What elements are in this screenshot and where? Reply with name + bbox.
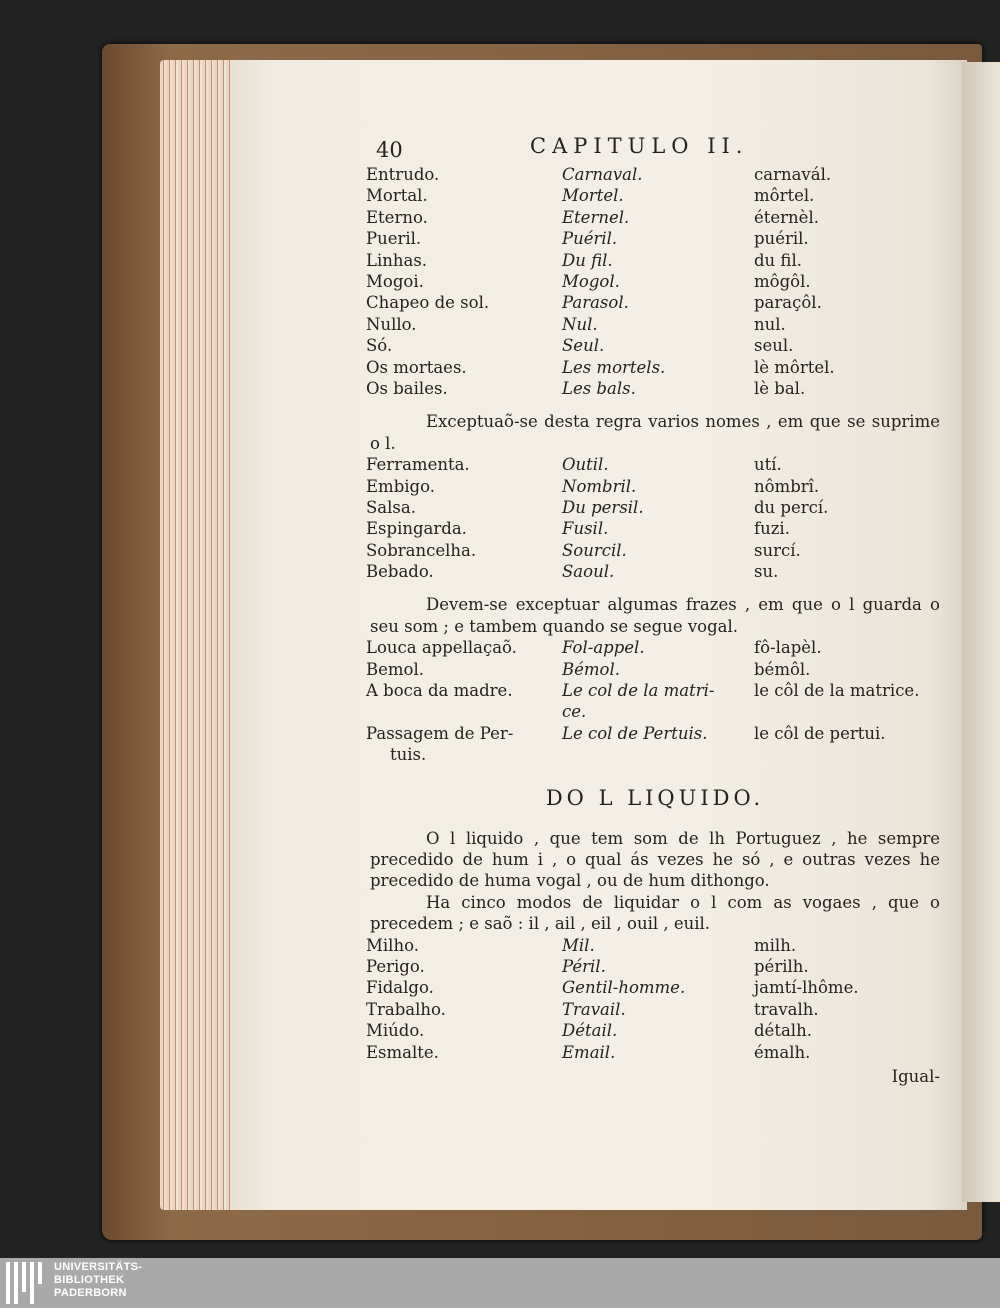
french-word: Bémol. (562, 659, 620, 679)
french-word: Nombril. (562, 476, 637, 496)
vocab-row (366, 999, 940, 1020)
portuguese-word: Sobrancelha. (366, 540, 477, 560)
portuguese-word: Fidalgo. (366, 978, 434, 998)
french-word: Mil. (562, 935, 595, 955)
vocab-row (366, 250, 940, 271)
vocab-row (370, 701, 940, 722)
french-word: Du persil. (562, 497, 644, 517)
french-word: Puéril. (562, 229, 618, 249)
paragraph-five-modes: Ha cinco modos de liquidar o l com as vogaes , que o precedem ; e saõ : il , ail , eil , ouil , euil. (370, 892, 940, 934)
pronunciation: du fil. (754, 250, 802, 270)
french-word: Outil. (562, 455, 609, 475)
pronunciation: lè bal. (754, 378, 806, 398)
catchword: Igual- (891, 1066, 940, 1086)
pronunciation: le côl de pertui. (754, 723, 886, 743)
vocab-row (366, 1020, 940, 1041)
pronunciation: surcí. (754, 540, 801, 560)
library-logo-icon (6, 1262, 46, 1304)
pronunciation: travalh. (754, 999, 819, 1019)
vocabulary-table-3 (366, 637, 940, 765)
vocab-row (366, 185, 940, 206)
vocab-row (366, 164, 940, 185)
pronunciation: périlh. (754, 957, 809, 977)
library-name: UNIVERSITÄTS- BIBLIOTHEK PADERBORN (54, 1261, 143, 1299)
vocab-row (366, 723, 940, 744)
french-word: Carnaval. (562, 165, 643, 184)
facing-page-edge (962, 62, 1000, 1202)
french-word: Mortel. (562, 186, 624, 206)
french-word: Les mortels. (562, 357, 666, 377)
vocab-row (366, 207, 940, 228)
pronunciation: fuzi. (754, 519, 790, 539)
pronunciation: jamtí-lhôme. (754, 978, 859, 998)
french-word: Du fil. (562, 250, 613, 270)
portuguese-word: Só. (366, 336, 393, 356)
vocab-row (366, 228, 940, 249)
portuguese-word: Bemol. (366, 659, 424, 679)
running-head (370, 134, 940, 164)
paragraph-exceptions: Exceptuaõ-se desta regra varios nomes , em que se suprime o l. (370, 412, 940, 453)
pronunciation: éternèl. (754, 207, 819, 227)
vocab-row (370, 744, 940, 765)
pronunciation: du percí. (754, 497, 829, 517)
vocab-row (366, 454, 940, 475)
pronunciation: détalh. (754, 1021, 812, 1041)
portuguese-word: Trabalho. (366, 999, 446, 1019)
portuguese-word: Louca appellaçaõ. (366, 638, 517, 658)
pronunciation: lè môrtel. (754, 357, 835, 377)
portuguese-word: Milho. (366, 935, 419, 955)
pronunciation: su. (754, 562, 779, 582)
pronunciation: le côl de la matrice. (754, 681, 920, 701)
vocab-row (366, 497, 940, 518)
paragraph-l-liquido: O l liquido , que tem som de lh Portuguez , he sempre precedido de hum i , o qual ás vezes he só , e outras vezes he precedido de huma vogal , ou de hum dithongo. (370, 828, 940, 891)
vocab-row (366, 561, 940, 582)
vocab-row (366, 378, 940, 399)
pronunciation: môgôl. (754, 271, 811, 291)
portuguese-word: Ferramenta. (366, 455, 470, 475)
page-number: 40 (376, 138, 403, 162)
pronunciation: seul. (754, 336, 794, 356)
french-word: Travail. (562, 999, 626, 1019)
pronunciation: môrtel. (754, 186, 815, 206)
pronunciation: fô-lapèl. (754, 638, 822, 658)
vocab-row (366, 680, 940, 701)
pronunciation: paraçôl. (754, 293, 822, 313)
vocab-row (366, 540, 940, 561)
portuguese-word: Miúdo. (366, 1021, 425, 1041)
pronunciation: utí. (754, 455, 782, 475)
vocab-row (366, 956, 940, 977)
page-content (366, 134, 940, 1086)
page-edges (160, 60, 240, 1210)
portuguese-word: Bebado. (366, 562, 434, 582)
vocabulary-table-1 (366, 164, 940, 399)
vocab-row (366, 357, 940, 378)
vocab-row (366, 659, 940, 680)
portuguese-word: Pueril. (366, 229, 422, 249)
french-word: Nul. (562, 314, 598, 334)
french-word: Fusil. (562, 519, 609, 539)
french-word: Eternel. (562, 207, 630, 227)
french-word: Gentil-homme. (562, 978, 686, 998)
vocab-row (366, 335, 940, 356)
french-word: Les bals. (562, 378, 636, 398)
french-word: Sourcil. (562, 540, 627, 560)
portuguese-word: A boca da madre. (366, 681, 513, 701)
portuguese-word: Os mortaes. (366, 357, 467, 377)
pronunciation: milh. (754, 935, 797, 955)
portuguese-word: Nullo. (366, 314, 417, 334)
vocab-row (366, 977, 940, 998)
french-word: Détail. (562, 1021, 618, 1041)
running-title: CAPITULO II. (530, 134, 749, 158)
french-word: Péril. (562, 957, 606, 977)
library-footer (0, 1258, 1000, 1308)
pronunciation: carnavál. (754, 165, 832, 184)
french-word: ce. (562, 702, 587, 722)
french-word: Mogol. (562, 271, 620, 291)
portuguese-word: Mortal. (366, 186, 428, 206)
vocab-row (366, 637, 940, 658)
portuguese-word: Entrudo. (366, 165, 440, 184)
paragraph-phrases: Devem-se exceptuar algumas frazes , em que o l guarda o seu som ; e tambem quando se segue vogal. (370, 595, 940, 636)
vocab-row (366, 518, 940, 539)
portuguese-word: Salsa. (366, 497, 416, 517)
pronunciation: puéril. (754, 229, 809, 249)
vocab-row (366, 1042, 940, 1063)
portuguese-word: Espingarda. (366, 519, 467, 539)
portuguese-word: Eterno. (366, 207, 428, 227)
vocabulary-table-4 (366, 935, 940, 1063)
vocab-row (366, 476, 940, 497)
section-heading: DO L LIQUIDO. (545, 785, 765, 810)
french-word: Le col de la matri- (562, 681, 715, 701)
portuguese-word: Passagem de Per- (366, 723, 514, 743)
french-word: Le col de Pertuis. (562, 723, 708, 743)
vocab-row (366, 935, 940, 956)
vocab-row (366, 314, 940, 335)
french-word: Parasol. (562, 293, 629, 313)
pronunciation: émalh. (754, 1042, 811, 1062)
pronunciation: nul. (754, 314, 786, 334)
vocabulary-table-2 (366, 454, 940, 582)
french-word: Seul. (562, 336, 605, 356)
portuguese-word: Perigo. (366, 957, 425, 977)
portuguese-word: Os bailes. (366, 378, 448, 398)
french-word: Saoul. (562, 562, 615, 582)
portuguese-word: Esmalte. (366, 1042, 439, 1062)
vocab-row (366, 271, 940, 292)
vocab-row (366, 292, 940, 313)
pronunciation: nômbrî. (754, 476, 820, 496)
french-word: Fol-appel. (562, 638, 645, 658)
portuguese-word: Mogoi. (366, 271, 424, 291)
french-word: Email. (562, 1042, 616, 1062)
portuguese-word: Linhas. (366, 250, 428, 270)
portuguese-word: Embigo. (366, 476, 435, 496)
pronunciation: bémôl. (754, 659, 811, 679)
portuguese-word: tuis. (390, 745, 427, 765)
portuguese-word: Chapeo de sol. (366, 293, 490, 313)
